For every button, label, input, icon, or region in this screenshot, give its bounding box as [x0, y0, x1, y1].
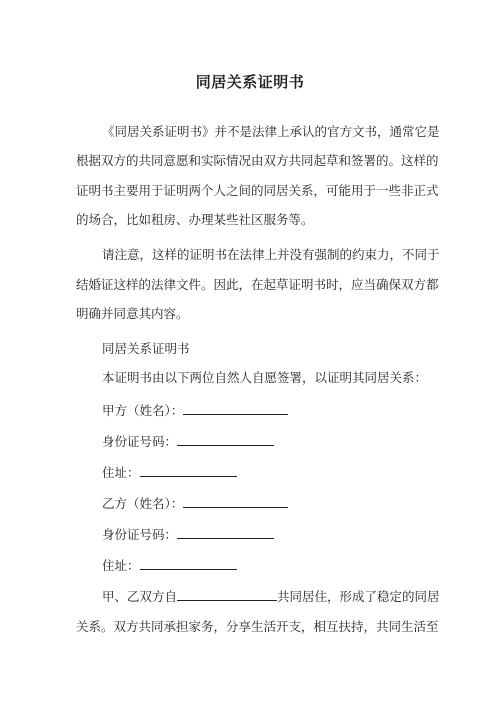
document-title: 同居关系证明书 — [195, 73, 305, 91]
paragraph-2-line-3: 明确并同意其内容。 — [76, 306, 189, 321]
paragraph-3-start: 甲、乙双方自 — [102, 589, 178, 604]
paragraph-3-line-2: 关系。双方共同承担家务，分享生活开支，相互扶持，共同生活至 — [76, 619, 439, 634]
paragraph-1-line-1: 《同居关系证明书》并不是法律上承认的官方文书，通常它是 — [102, 124, 440, 139]
party-a-name-blank — [183, 401, 288, 415]
party-b-name-field — [102, 494, 500, 514]
party-b-id-blank — [177, 525, 274, 539]
party-a-address-field — [102, 463, 500, 483]
party-b-address-label: 住址： — [102, 558, 140, 573]
party-a-id-field — [102, 432, 500, 452]
section-heading: 同居关系证明书 — [102, 341, 190, 356]
intro-text: 本证明书由以下两位自然人自愿签署，以证明其同居关系： — [102, 370, 428, 385]
party-b-id-field — [102, 525, 500, 545]
paragraph-1-line-2: 根据双方的共同意愿和实际情况由双方共同起草和签署的。这样的 — [76, 153, 439, 168]
party-b-name-label: 乙方（姓名）： — [102, 496, 184, 511]
party-a-address-blank — [140, 463, 237, 477]
party-a-name-label: 甲方（姓名）： — [102, 403, 184, 418]
party-b-id-label: 身份证号码： — [102, 527, 178, 542]
paragraph-2-line-1: 请注意，这样的证明书在法律上并没有强制的约束力，不同于 — [102, 247, 440, 262]
party-a-id-blank — [177, 432, 274, 446]
party-a-id-label: 身份证号码： — [102, 434, 178, 449]
date-blank — [177, 587, 277, 601]
party-b-address-field — [102, 556, 500, 576]
party-a-address-label: 住址： — [102, 465, 140, 480]
paragraph-3-end: 共同居住，形成了稳定的同居 — [277, 589, 440, 604]
party-b-name-blank — [183, 494, 288, 508]
paragraph-1-line-4: 的场合，比如租房、办理某些社区服务等。 — [76, 212, 314, 227]
party-a-name-field — [102, 401, 500, 421]
paragraph-1-line-3: 证明书主要用于证明两个人之间的同居关系，可能用于一些非正式 — [76, 183, 439, 198]
paragraph-2-line-2: 结婚证这样的法律文件。因此，在起草证明书时，应当确保双方都 — [76, 277, 439, 292]
party-b-address-blank — [140, 556, 237, 570]
paragraph-3-line-1 — [102, 587, 500, 607]
